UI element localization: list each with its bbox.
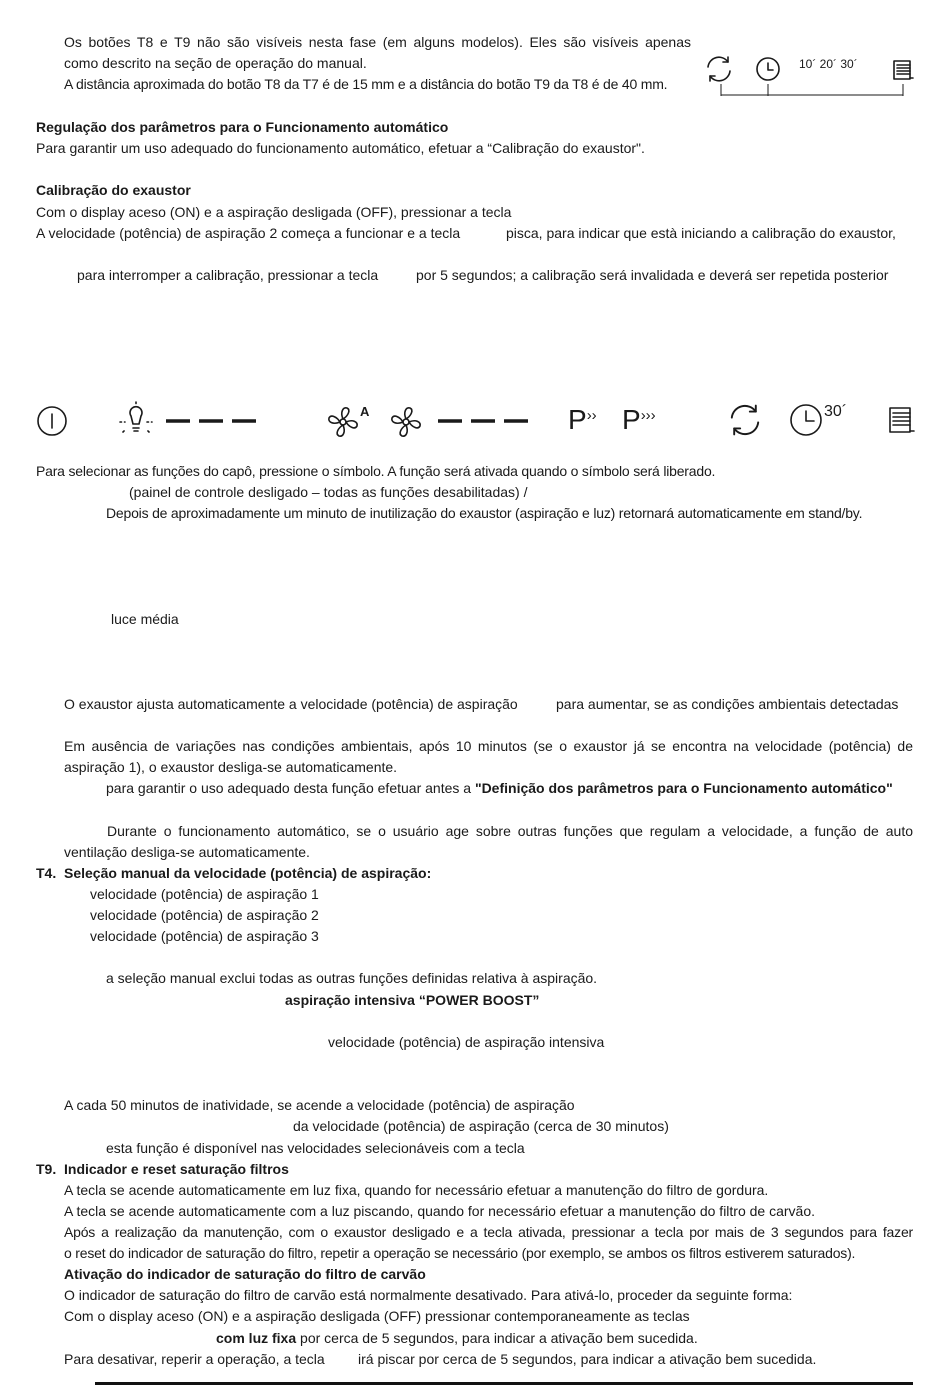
calibration-line-2b: pisca, para indicar que està iniciando a calibração do exaustor,	[506, 225, 896, 241]
intro-line-1: Os botões T8 e T9 não são visíveis nesta fase (em alguns modelos). Eles são visíveis apenas	[64, 34, 691, 50]
t9-line-8b: irá piscar por cerca de 5 segundos, para indicar a ativação bem sucedida.	[358, 1351, 817, 1367]
t9-label: T9.	[36, 1161, 57, 1177]
power-boost-heading: aspiração intensiva “POWER BOOST”	[285, 992, 540, 1008]
auto-mode-line-4b: "Definição dos parâmetros para o Funcionamento automático"	[474, 780, 893, 796]
time-options-label: 10´ 20´ 30´	[799, 57, 858, 71]
auto-mode-line-3: aspiração 1), o exaustor desliga-se automaticamente.	[64, 759, 398, 775]
timer-icon	[755, 56, 781, 82]
power-icon	[36, 405, 68, 437]
t9-line-4: o reset do indicador de saturação do filtro, repetir a operação se necessário (por exemplo, se ambos os filtros estiverem saturados).	[64, 1245, 856, 1261]
intro-line-2: como descrito na seção de operação do manual.	[64, 55, 367, 71]
t9-line-6: Com o display aceso (ON) e a aspiração desligada (OFF) pressionar contemporaneamente as teclas	[64, 1308, 690, 1324]
auto-params-heading: Regulação dos parâmetros para o Funcionamento automático	[36, 119, 449, 135]
t9-heading: Indicador e reset saturação filtros	[64, 1161, 289, 1177]
inactivity-line-1: A cada 50 minutos de inatividade, se acende a velocidade (potência) de aspiração	[64, 1097, 575, 1113]
inactivity-line-3: esta função é disponível nas velocidades selecionáveis com a tecla	[106, 1140, 525, 1156]
filter-icon	[887, 406, 915, 434]
auto-mode-line-1a: O exaustor ajusta automaticamente a velocidade (potência) de aspiração	[64, 696, 518, 712]
filter-icon	[892, 59, 914, 81]
recirculate-icon	[704, 54, 734, 84]
t4-item-1: velocidade (potência) de aspiração 1	[90, 886, 319, 902]
calibration-line-3a: para interromper a calibração, pressionar a tecla	[77, 267, 379, 283]
light-icon	[116, 400, 156, 440]
t9-line-7	[216, 1328, 698, 1349]
t9-line-1: A tecla se acende automaticamente em luz fixa, quando for necessário efetuar a manutenção do filtro de gordura.	[64, 1182, 769, 1198]
t4-heading: Seleção manual da velocidade (potência) de aspiração:	[64, 865, 432, 881]
luce-media-label: luce média	[111, 611, 179, 627]
inactivity-line-2: da velocidade (potência) de aspiração (cerca de 30 minutos)	[293, 1118, 669, 1134]
page-bottom-rule	[95, 1382, 913, 1385]
auto-mode-line-2: Em ausência de variações nas condições ambientais, após 10 minutos (se o exaustor já se encontra na velocidade (potência) de	[64, 738, 913, 754]
calibration-heading: Calibração do exaustor	[36, 182, 191, 198]
boost-1-icon	[568, 404, 597, 436]
t9-line-7a: com luz fixa	[216, 1330, 297, 1346]
distance-dimension-lines	[718, 82, 908, 98]
t9-line-3: Após a realização da manutenção, com o exaustor desligado e a tecla ativada, pressionar a tecla por mais de 3 segundos para fazer	[64, 1224, 913, 1240]
svg-text:A: A	[360, 404, 370, 419]
t4-note: a seleção manual exclui todas as outras funções definidas relativa à aspiração.	[106, 970, 598, 986]
calibration-line-2a: A velocidade (potência) de aspiração 2 começa a funcionar e a tecla	[36, 225, 461, 241]
t4-item-3: velocidade (potência) de aspiração 3	[90, 928, 319, 944]
carbon-filter-heading: Ativação do indicador de saturação do filtro de carvão	[64, 1266, 426, 1282]
intro-line-3: A distância aproximada do botão T8 da T7 é de 15 mm e a distância do botão T9 da T8 é de 40 mm.	[64, 76, 668, 92]
t9-line-8a: Para desativar, reperir a operação, a tecla	[64, 1351, 325, 1367]
fan-auto-icon	[327, 404, 371, 438]
fan-speed-bars	[438, 418, 530, 424]
functions-line-1: Para selecionar as funções do capô, pressione o símbolo. A função será ativada quando o símbolo será liberado.	[36, 463, 716, 479]
boost-1-letter: P	[568, 404, 587, 435]
auto-mode-line-5: Durante o funcionamento automático, se o usuário age sobre outras funções que regulam a velocidade, a função de auto	[107, 823, 913, 839]
boost-2-letter: P	[622, 404, 641, 435]
calibration-line-1: Com o display aceso (ON) e a aspiração desligada (OFF), pressionar a tecla	[36, 204, 512, 220]
functions-line-3: Depois de aproximadamente um minuto de inutilização do exaustor (aspiração e luz) retornará automaticamente em stand/by.	[106, 505, 863, 521]
recirculate-icon	[727, 402, 763, 438]
timer-30-label: 30´	[824, 403, 848, 420]
t9-line-2: A tecla se acende automaticamente com a luz piscando, quando for necessário efetuar a manutenção do filtro de carvão.	[64, 1203, 816, 1219]
auto-params-text: Para garantir um uso adequado do funcionamento automático, efetuar a “Calibração do exaustor".	[36, 140, 645, 156]
t9-line-7b: por cerca de 5 segundos, para indicar a ativação bem sucedida.	[300, 1330, 698, 1346]
auto-mode-line-6: ventilação desliga-se automaticamente.	[64, 844, 310, 860]
timer-icon	[789, 403, 823, 437]
auto-mode-line-4	[106, 778, 893, 799]
power-boost-text: velocidade (potência) de aspiração intensiva	[328, 1034, 605, 1050]
boost-2-icon	[622, 404, 656, 436]
functions-line-2: (painel de controle desligado – todas as funções desabilitadas) /	[129, 484, 528, 500]
boost-2-marks: ›››	[640, 407, 656, 424]
t9-line-5: O indicador de saturação do filtro de carvão está normalmente desativado. Para ativá-lo, proceder da seguinte forma:	[64, 1287, 793, 1303]
light-level-bars	[166, 418, 258, 424]
calibration-line-3b: por 5 segundos; a calibração será invalidada e deverá ser repetida posterior	[416, 267, 889, 283]
boost-1-marks: ››	[586, 407, 597, 424]
auto-mode-line-1b: para aumentar, se as condições ambientais detectadas	[556, 696, 899, 712]
auto-mode-line-4a: para garantir o uso adequado desta função efetuar antes a	[106, 780, 472, 796]
fan-icon	[390, 404, 424, 438]
t4-label: T4.	[36, 865, 57, 881]
t4-item-2: velocidade (potência) de aspiração 2	[90, 907, 319, 923]
